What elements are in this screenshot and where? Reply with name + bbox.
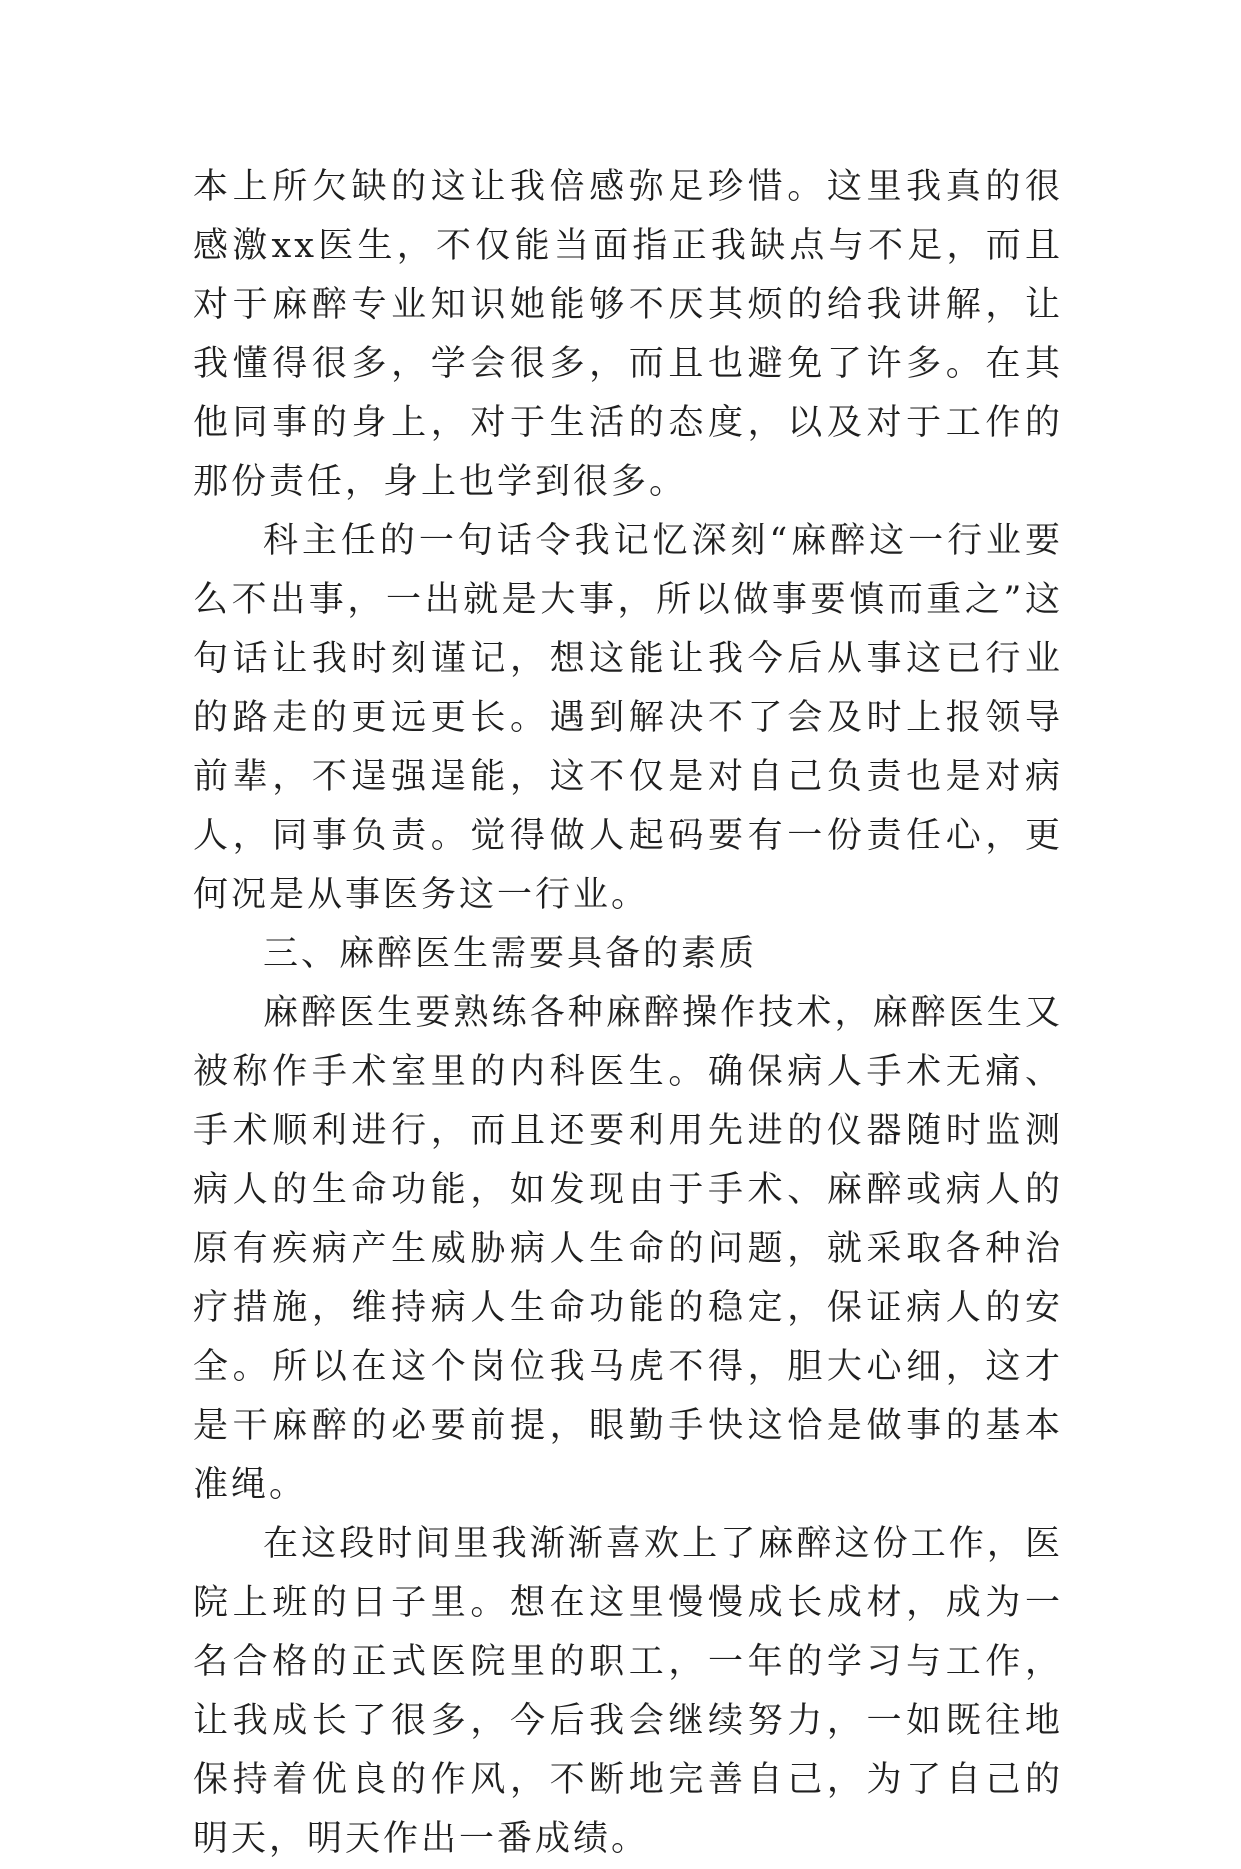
section-heading: 三、麻醉医生需要具备的素质 <box>263 934 758 974</box>
document-body <box>193 158 1063 1869</box>
paragraph: 科主任的一句话令我记忆深刻“麻醉这一行业要么不出事，一出就是大事，所以做事要慎而重之”这句话让我时刻谨记，想这能让我今后从事这已行业的路走的更远更长。遇到解决不了会及时上报领导前辈，不逞强逞能，这不仅是对自己负责也是对病人，同事负责。觉得做人起码要有一份责任心，更何况是从事医务这一行业。 <box>193 521 1063 915</box>
paragraph: 麻醉医生要熟练各种麻醉操作技术，麻醉医生又被称作手术室里的内科医生。确保病人手术无痛、手术顺利进行，而且还要利用先进的仪器随时监测病人的生命功能，如发现由于手术、麻醉或病人的原有疾病产生威胁病人生命的问题，就采取各种治疗措施，维持病人生命功能的稳定，保证病人的安全。所以在这个岗位我马虎不得，胆大心细，这才是干麻醉的必要前提，眼勤手快这恰是做事的基本准绳。 <box>193 993 1063 1505</box>
paragraph: 本上所欠缺的这让我倍感弥足珍惜。这里我真的很感激xx医生，不仅能当面指正我缺点与不足，而且对于麻醉专业知识她能够不厌其烦的给我讲解，让我懂得很多，学会很多，而且也避免了许多。在其他同事的身上，对于生活的态度，以及对于工作的那份责任，身上也学到很多。 <box>193 167 1063 502</box>
paragraph: 在这段时间里我渐渐喜欢上了麻醉这份工作，医院上班的日子里。想在这里慢慢成长成材，成为一名合格的正式医院里的职工，一年的学习与工作，让我成长了很多，今后我会继续努力，一如既往地保持着优良的作风，不断地完善自己，为了自己的明天，明天作出一番成绩。 <box>193 1524 1063 1859</box>
